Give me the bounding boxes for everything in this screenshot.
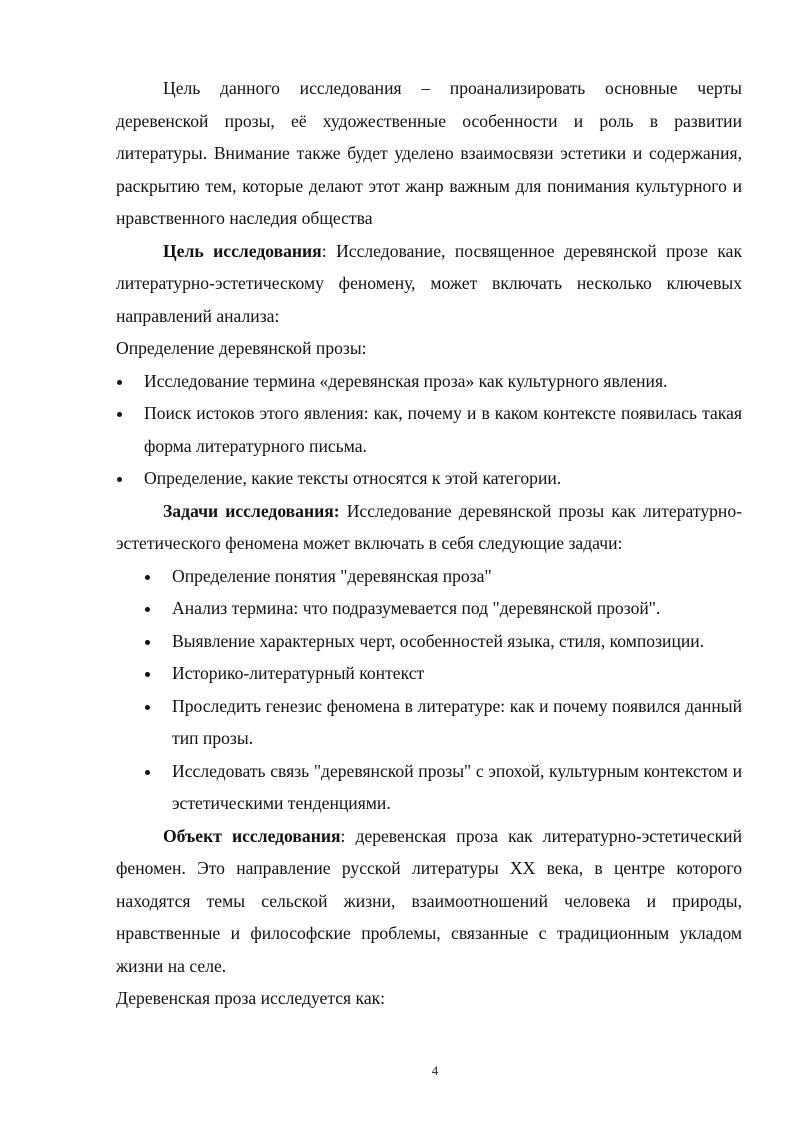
research-goal-paragraph: [116, 235, 742, 333]
list-item: Определение понятия "деревянская проза": [116, 560, 742, 593]
list-item: Определение, какие тексты относятся к этой категории.: [116, 462, 742, 495]
research-goal-text: : Исследование, посвященное деревянской прозе как литературно-эстетическому феномену, может включать несколько ключевых направлений анализа:: [116, 240, 742, 326]
page-number: 4: [431, 1063, 439, 1078]
research-object-text: : деревенская проза как литературно-эстетический феномен. Это направление русской литературы XX века, в центре которого находятся темы сельской жизни, взаимоотношений человека и природы, нравственные и философские проблемы, связанные с традиционным укладом жизни на селе.: [116, 825, 742, 976]
list-item: Выявление характерных черт, особенностей языка, стиля, композиции.: [116, 625, 742, 658]
research-tasks-paragraph: [116, 495, 742, 560]
list-item: Проследить генезис феномена в литературе: как и почему появился данный тип прозы.: [116, 690, 742, 755]
list-item: Анализ термина: что подразумевается под "деревянской прозой".: [116, 592, 742, 625]
definition-list: [116, 365, 742, 495]
list-item: Исследование термина «деревянская проза» как культурного явления.: [116, 365, 742, 398]
list-item: Исследовать связь "деревянской прозы" с эпохой, культурным контекстом и эстетическими тенденциями.: [116, 755, 742, 820]
page-body: [116, 72, 742, 1015]
tasks-list: [116, 560, 742, 820]
intro-paragraph: Цель данного исследования – проанализировать основные черты деревенской прозы, её художественные особенности и роль в развитии литературы. Внимание также будет уделено взаимосвязи эстетики и содержания, раскрытию тем, которые делают этот жанр важным для понимания культурного и нравственного наследия общества: [116, 78, 742, 228]
closing-line: Деревенская проза исследуется как:: [116, 988, 386, 1008]
research-tasks-heading: Задачи исследования:: [163, 500, 340, 521]
list-item: Поиск истоков этого явления: как, почему и в каком контексте появилась такая форма литературного письма.: [116, 397, 742, 462]
research-tasks-text: Исследование деревянской прозы как литературно-эстетического феномена может включать в себя следующие задачи:: [116, 500, 743, 553]
research-goal-heading: Цель исследования: [163, 240, 322, 261]
research-object-heading: Объект исследования: [163, 825, 341, 846]
research-object-paragraph: [116, 820, 742, 983]
definition-heading: Определение деревянской прозы:: [116, 338, 367, 358]
list-item: Историко-литературный контекст: [116, 657, 742, 690]
